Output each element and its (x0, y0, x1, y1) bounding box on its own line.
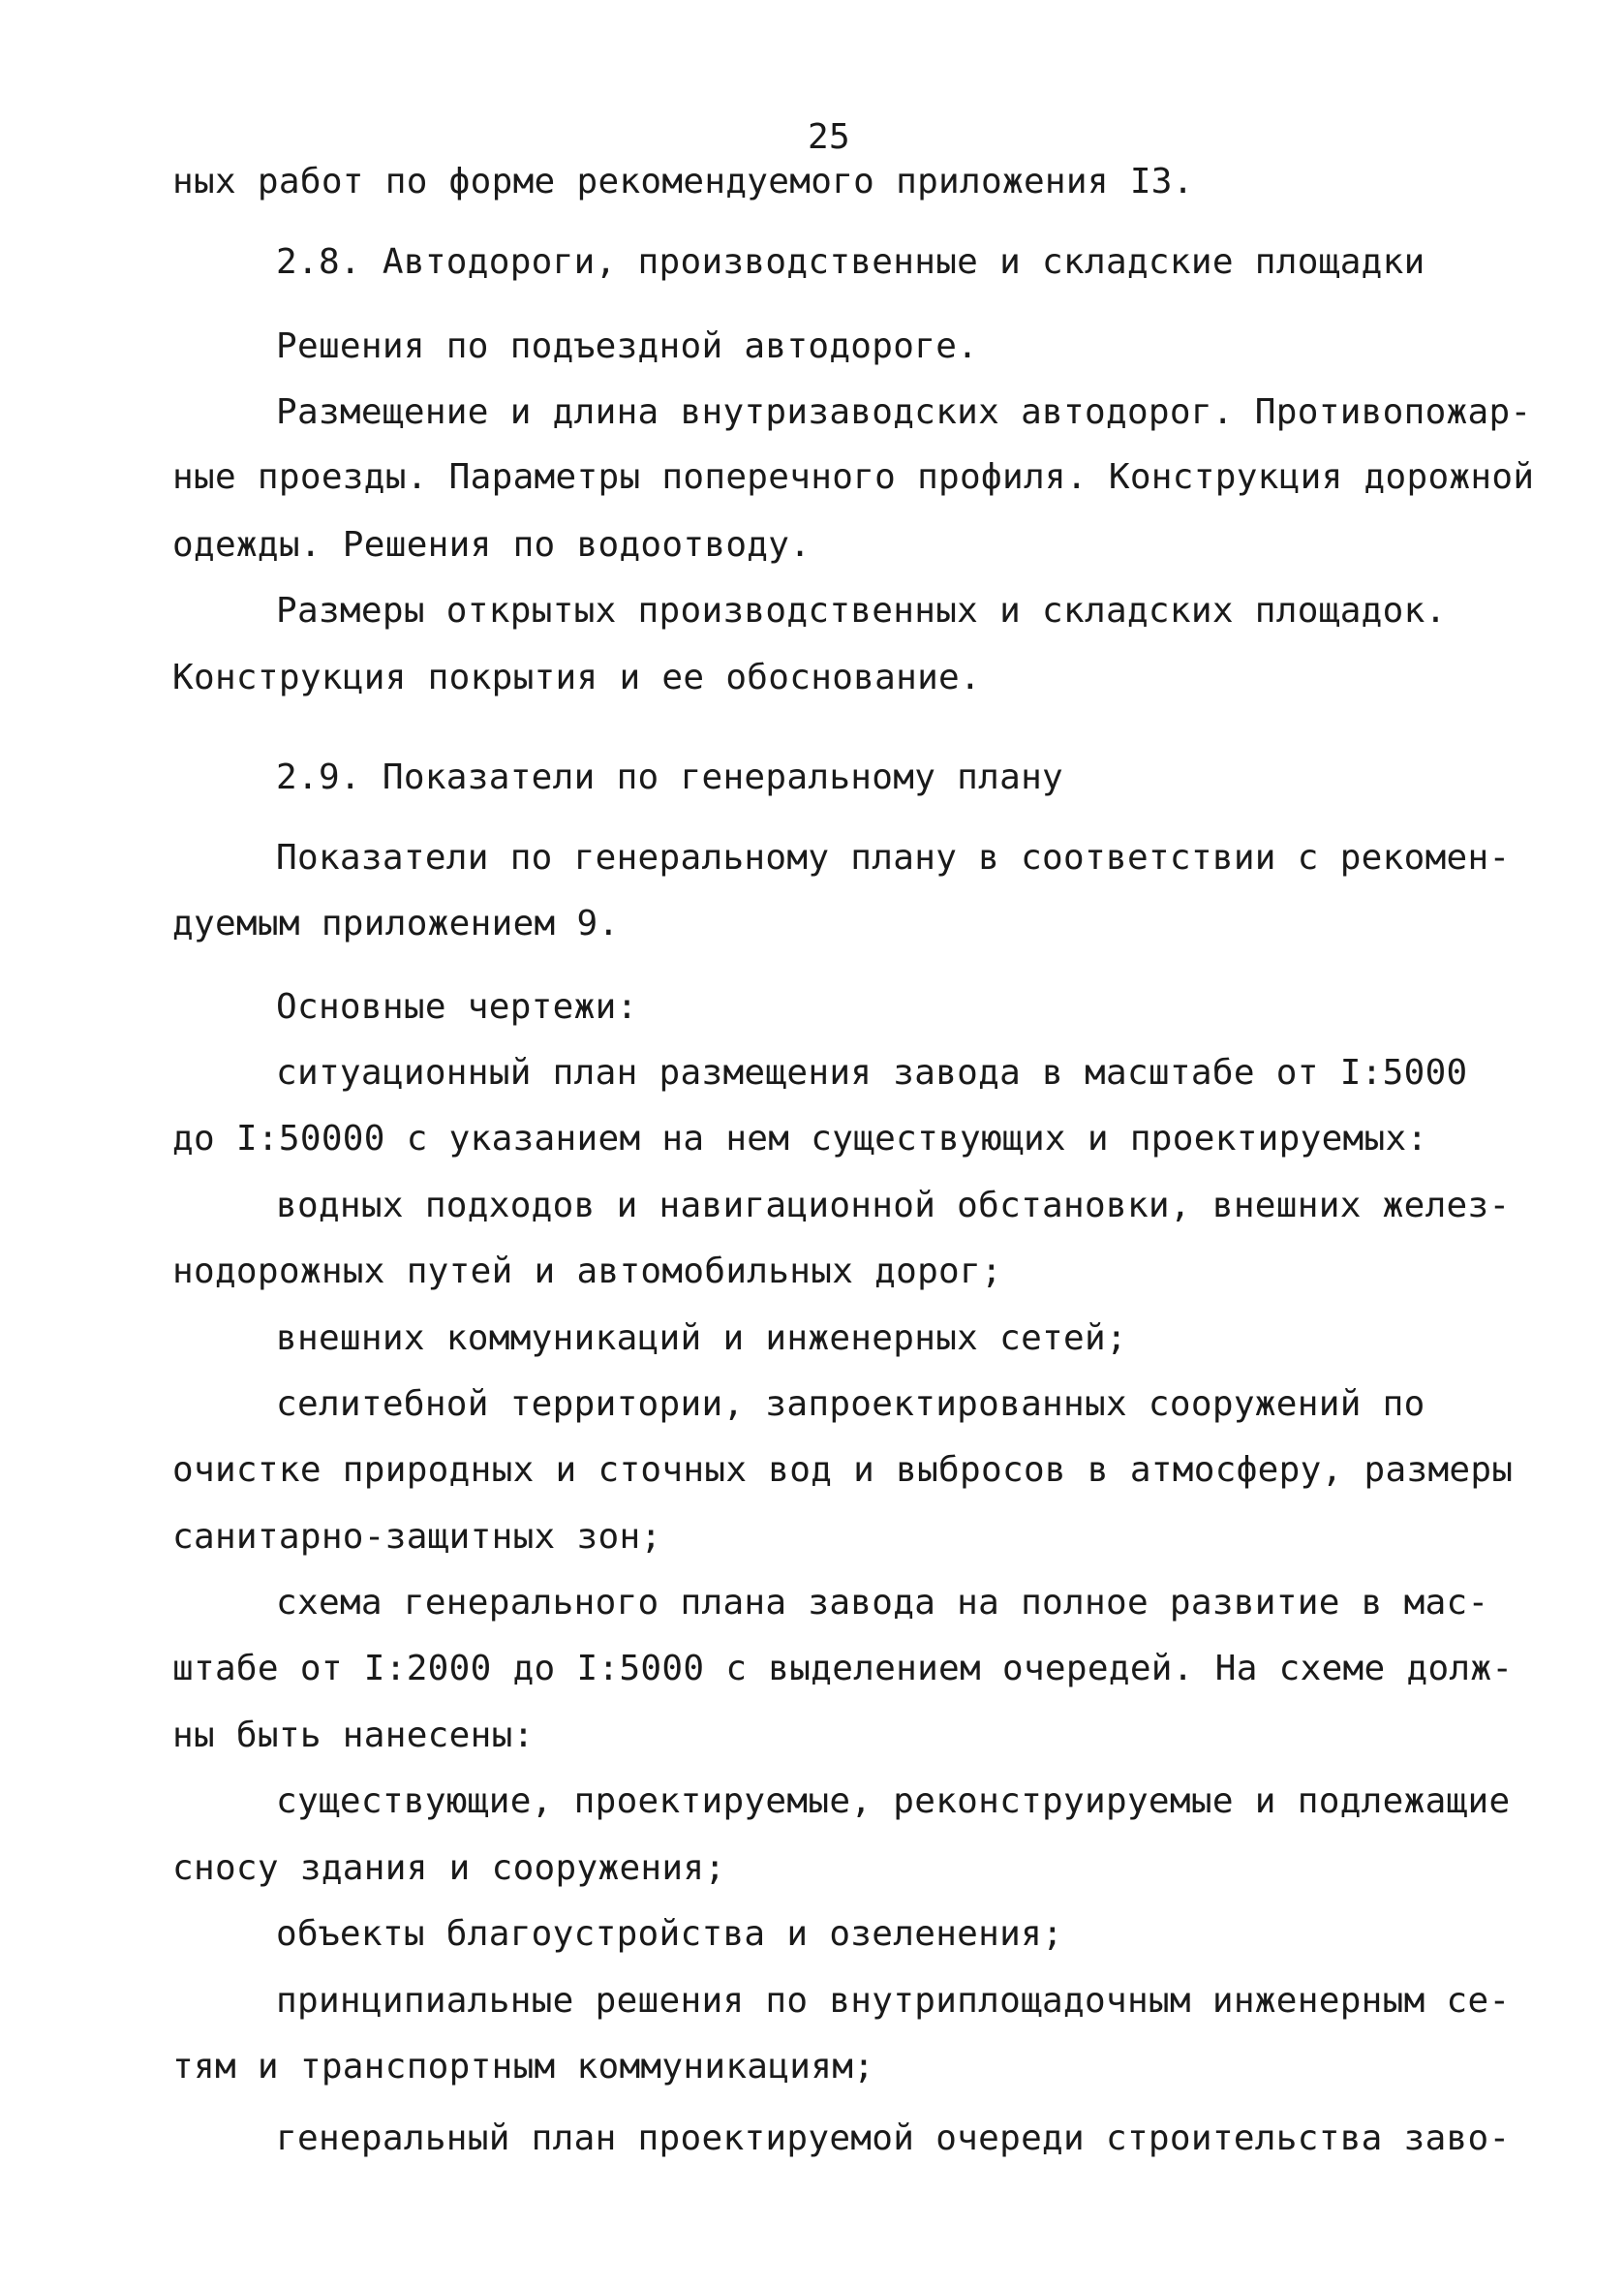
text-line-17: внешних коммуникаций и инженерных сетей; (276, 1318, 1127, 1358)
text-line-19: очистке природных и сточных вод и выбросов в атмосферу, размеры (172, 1450, 1514, 1490)
text-line-28: тям и транспортным коммуникациям; (172, 2047, 875, 2087)
text-line-16: нодорожных путей и автомобильных дорог; (172, 1252, 1002, 1291)
text-line-3: Решения по подъездной автодороге. (276, 326, 979, 366)
text-line-5: ные проезды. Параметры поперечного профиля. Конструкция дорожной (172, 457, 1535, 497)
text-line-10: Показатели по генеральному плану в соответствии с рекомен- (276, 838, 1511, 878)
text-line-4: Размещение и длина внутризаводских автодорог. Противопожар- (276, 392, 1532, 432)
text-line-26: объекты благоустройства и озеленения; (276, 1914, 1064, 1954)
text-line-13: ситуационный план размещения завода в масштабе от I:5000 (276, 1053, 1468, 1093)
text-line-20: санитарно-защитных зон; (172, 1517, 662, 1557)
text-line-15: водных подходов и навигационной обстановки, внешних желез- (276, 1186, 1511, 1225)
text-line-7: Размеры открытых производственных и складских площадок. (276, 591, 1447, 631)
text-line-18: селитебной территории, запроектированных сооружений по (276, 1384, 1425, 1424)
text-line-12: Основные чертежи: (276, 987, 638, 1027)
text-line-21: схема генерального плана завода на полное развитие в мас- (276, 1583, 1489, 1623)
text-line-11: дуемым приложением 9. (172, 904, 620, 943)
page-number: 25 (808, 117, 850, 157)
text-line-27: принципиальные решения по внутриплощадочным инженерным се- (276, 1981, 1511, 2021)
text-line-25: сносу здания и сооружения; (172, 1848, 726, 1888)
section-heading-2-9: 2.9. Показатели по генеральному плану (276, 758, 1064, 797)
text-line-23: ны быть нанесены: (172, 1716, 535, 1755)
text-line-8: Конструкция покрытия и ее обоснование. (172, 658, 982, 697)
section-heading-2-8: 2.8. Автодороги, производственные и складские площадки (276, 242, 1425, 282)
text-line-14: до I:50000 с указанием на нем существующих и проектируемых: (172, 1119, 1428, 1159)
text-line-22: штабе от I:2000 до I:5000 с выделением очередей. На схеме долж- (172, 1649, 1514, 1688)
text-line-24: существующие, проектируемые, реконструируемые и подлежащие (276, 1781, 1511, 1821)
text-line-29: генеральный план проектируемой очереди строительства заво- (276, 2118, 1511, 2158)
text-line-6: одежды. Решения по водоотводу. (172, 525, 812, 565)
text-line-1: ных работ по форме рекомендуемого приложения I3. (172, 162, 1194, 201)
